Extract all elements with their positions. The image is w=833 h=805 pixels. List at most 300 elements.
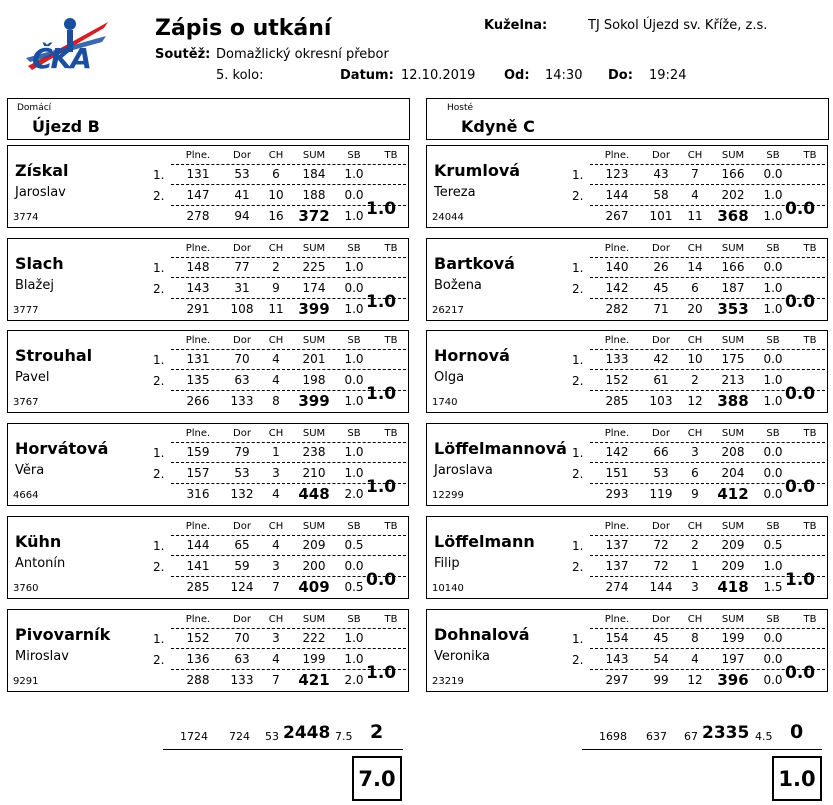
cell-sum: 204 [721, 466, 745, 481]
cell-sum: 197 [721, 651, 745, 666]
cell-dor: 59 [234, 558, 250, 573]
row-number: 1. [572, 168, 584, 182]
home-total-dor: 724 [229, 730, 250, 743]
cell-plne: 143 [605, 651, 629, 666]
row-number: 1. [153, 538, 165, 553]
cell-sum: 208 [721, 445, 745, 460]
total-plne: 291 [186, 301, 210, 316]
cell-plne: 148 [186, 259, 210, 274]
cell-ch: 6 [272, 167, 280, 181]
col-header-sb: SB [766, 613, 780, 625]
total-ch: 11 [268, 301, 284, 316]
home-player-tb: 1.0 [366, 662, 397, 683]
total-sb: 1.0 [344, 301, 364, 316]
home-final-points: 7.0 [352, 756, 402, 801]
total-dor: 103 [649, 394, 673, 409]
cell-sum: 200 [302, 558, 326, 573]
cell-dor: 26 [653, 259, 669, 274]
header-divider [590, 535, 825, 536]
away-player-reg: 10140 [432, 582, 464, 594]
row-number: 1. [153, 168, 165, 182]
row-divider [171, 277, 406, 278]
cell-dor: 53 [653, 466, 669, 481]
total-ch: 9 [691, 487, 699, 502]
cell-plne: 159 [186, 445, 210, 460]
away-total-tb: 0 [790, 721, 804, 743]
home-player-reg: 3760 [13, 582, 39, 594]
home-total-sb: 7.5 [335, 730, 353, 743]
cell-ch: 2 [691, 373, 699, 388]
total-dor: 133 [230, 672, 254, 687]
home-player-box [7, 423, 409, 506]
total-sb: 1.0 [344, 394, 364, 409]
col-header-undefined: TB [384, 335, 398, 347]
col-header-undefined: TB [803, 520, 817, 532]
cell-sb: 1.0 [344, 630, 364, 645]
cell-sum: 222 [302, 630, 326, 645]
total-ch: 3 [691, 579, 699, 594]
total-dor: 71 [653, 301, 669, 316]
cell-ch: 4 [272, 352, 280, 367]
total-sb: 2.0 [344, 672, 364, 687]
cell-ch: 8 [691, 630, 699, 645]
do-label: Do: [608, 68, 633, 83]
away-total-sum: 2335 [702, 723, 750, 743]
home-player-tb: 1.0 [366, 199, 397, 219]
row-divider [171, 369, 406, 370]
cell-plne: 147 [186, 188, 210, 202]
away-player-box [426, 145, 828, 228]
cell-sb: 0.5 [344, 537, 364, 552]
datum-value: 12.10.2019 [401, 68, 476, 83]
cell-dor: 54 [653, 651, 669, 666]
col-header-ch: CH [268, 520, 284, 532]
row-number: 1. [572, 538, 584, 553]
home-player-surname: Strouhal [15, 346, 93, 366]
col-header-sb: SB [766, 150, 780, 161]
total-dor: 132 [230, 487, 254, 502]
cell-plne: 157 [186, 466, 210, 481]
col-header-dor: Dor [652, 520, 670, 532]
cell-ch: 2 [272, 259, 280, 274]
cell-ch: 9 [272, 280, 280, 295]
total-dor: 94 [234, 209, 250, 223]
cell-sum: 201 [302, 352, 326, 367]
col-header-plne: Plne. [604, 150, 630, 161]
row-number: 2. [572, 467, 584, 482]
total-ch: 11 [687, 209, 703, 223]
total-plne: 316 [186, 487, 210, 502]
col-header-sum: SUM [721, 150, 745, 161]
total-dor: 133 [230, 394, 254, 409]
col-header-sum: SUM [302, 150, 326, 161]
total-plne: 285 [186, 579, 210, 594]
cell-sb: 1.0 [344, 466, 364, 481]
col-header-sb: SB [347, 520, 361, 532]
cell-dor: 53 [234, 466, 250, 481]
cell-ch: 3 [272, 558, 280, 573]
cell-plne: 152 [186, 630, 210, 645]
col-header-dor: Dor [233, 150, 251, 161]
cell-sb: 0.0 [763, 651, 783, 666]
header-divider [590, 442, 825, 443]
col-header-plne: Plne. [185, 428, 211, 440]
header-divider [171, 257, 406, 258]
total-dor: 101 [649, 209, 673, 223]
col-header-plne: Plne. [604, 520, 630, 532]
cell-sum: 209 [721, 558, 745, 573]
home-player-surname: Získal [15, 161, 69, 180]
away-total-dor: 637 [646, 730, 667, 743]
cell-sb: 0.0 [344, 188, 364, 202]
col-header-sb: SB [347, 613, 361, 625]
col-header-ch: CH [268, 335, 284, 347]
total-ch: 8 [272, 394, 280, 409]
total-plne: 285 [605, 394, 629, 409]
home-player-tb: 1.0 [366, 384, 397, 405]
col-header-ch: CH [268, 428, 284, 440]
row-number: 1. [153, 631, 165, 646]
row-number: 1. [572, 631, 584, 646]
cell-plne: 137 [605, 558, 629, 573]
header-divider [590, 257, 825, 258]
home-player-reg: 3767 [13, 397, 39, 409]
home-player-reg: 3774 [13, 212, 39, 223]
cell-ch: 3 [272, 630, 280, 645]
col-header-ch: CH [687, 428, 703, 440]
header-divider [590, 164, 825, 165]
total-sum: 421 [298, 670, 330, 689]
total-sb: 1.0 [763, 209, 783, 223]
col-header-undefined: TB [803, 428, 817, 440]
col-header-undefined: TB [803, 613, 817, 625]
home-player-surname: Pivovarník [15, 624, 111, 644]
kuzelna-value: TJ Sokol Újezd sv. Kříže, z.s. [588, 18, 768, 33]
cell-dor: 66 [653, 445, 669, 460]
cell-sb: 1.0 [763, 280, 783, 295]
away-player-reg: 23219 [432, 675, 464, 687]
col-header-sum: SUM [721, 613, 745, 625]
row-number: 1. [572, 446, 584, 461]
col-header-dor: Dor [233, 520, 251, 532]
cell-sb: 1.0 [344, 445, 364, 460]
cell-ch: 10 [268, 188, 284, 202]
cell-plne: 136 [186, 651, 210, 666]
away-player-box [426, 516, 828, 599]
col-header-sum: SUM [302, 335, 326, 347]
col-header-sb: SB [766, 335, 780, 347]
home-totals-line [163, 749, 403, 750]
cell-sum: 199 [302, 651, 326, 666]
home-player-reg: 4664 [13, 490, 39, 502]
away-team-box [426, 98, 829, 140]
col-header-undefined: TB [384, 150, 398, 161]
cell-plne: 142 [605, 445, 629, 460]
col-header-dor: Dor [233, 613, 251, 625]
col-header-sum: SUM [302, 613, 326, 625]
away-player-box [426, 330, 828, 413]
total-sb: 1.5 [763, 579, 783, 594]
cell-dor: 70 [234, 352, 250, 367]
total-plne: 274 [605, 579, 629, 594]
total-dor: 99 [653, 672, 669, 687]
header-divider [590, 628, 825, 629]
col-header-undefined: TB [803, 242, 817, 254]
cell-sum: 188 [302, 188, 326, 202]
cell-sb: 0.0 [763, 630, 783, 645]
cell-ch: 4 [272, 651, 280, 666]
header-divider [590, 349, 825, 350]
away-player-surname: Hornová [434, 346, 510, 366]
total-ch: 7 [272, 672, 280, 687]
col-header-plne: Plne. [604, 335, 630, 347]
cell-sum: 184 [302, 167, 326, 181]
away-player-reg: 26217 [432, 304, 464, 316]
home-player-surname: Kühn [15, 531, 62, 551]
row-number: 2. [572, 652, 584, 667]
cell-ch: 6 [691, 466, 699, 481]
cell-plne: 144 [186, 537, 210, 552]
row-number: 1. [153, 353, 165, 368]
total-sum: 368 [717, 207, 749, 225]
col-header-sb: SB [347, 428, 361, 440]
home-player-firstname: Antonín [15, 555, 66, 571]
cell-dor: 70 [234, 630, 250, 645]
home-player-box [7, 330, 409, 413]
total-plne: 293 [605, 487, 629, 502]
cell-dor: 43 [653, 167, 669, 181]
do-value: 19:24 [649, 68, 687, 83]
total-sum: 448 [298, 485, 330, 504]
cell-sb: 0.0 [344, 373, 364, 388]
cell-dor: 41 [234, 188, 250, 202]
away-player-firstname: Tereza [434, 185, 476, 200]
cell-sb: 0.0 [344, 558, 364, 573]
away-player-box [426, 423, 828, 506]
total-plne: 267 [605, 209, 629, 223]
page-title: Zápis o utkání [155, 16, 332, 41]
row-number: 2. [153, 467, 165, 482]
col-header-ch: CH [687, 242, 703, 254]
col-header-sb: SB [766, 242, 780, 254]
away-player-box [426, 238, 828, 321]
away-player-firstname: Jaroslava [434, 463, 493, 479]
away-player-reg: 24044 [432, 212, 464, 223]
away-player-firstname: Božena [434, 277, 482, 293]
home-team-box [7, 98, 410, 140]
away-player-surname: Bartková [434, 253, 515, 273]
kolo-label: 5. kolo: [216, 68, 264, 83]
cell-plne: 131 [186, 352, 210, 367]
total-dor: 119 [649, 487, 673, 502]
total-plne: 278 [186, 209, 210, 223]
cell-plne: 131 [186, 167, 210, 181]
cell-ch: 3 [272, 466, 280, 481]
col-header-sb: SB [766, 520, 780, 532]
row-number: 2. [153, 652, 165, 667]
home-player-surname: Slach [15, 253, 64, 273]
away-player-firstname: Olga [434, 370, 465, 386]
cell-sum: 202 [721, 188, 745, 202]
col-header-sum: SUM [302, 242, 326, 254]
total-sb: 0.0 [763, 487, 783, 502]
cell-ch: 4 [272, 373, 280, 388]
col-header-undefined: TB [384, 428, 398, 440]
total-sb: 1.0 [344, 209, 364, 223]
col-header-plne: Plne. [604, 613, 630, 625]
col-header-ch: CH [687, 335, 703, 347]
cell-plne: 137 [605, 537, 629, 552]
home-player-firstname: Blažej [15, 277, 54, 293]
row-number: 2. [572, 281, 584, 296]
total-sb: 1.0 [763, 394, 783, 409]
cell-ch: 1 [272, 445, 280, 460]
home-player-tb: 1.0 [366, 477, 397, 498]
od-label: Od: [504, 68, 530, 83]
col-header-sum: SUM [721, 335, 745, 347]
header-divider [171, 349, 406, 350]
total-sum: 396 [717, 670, 749, 689]
col-header-plne: Plne. [604, 428, 630, 440]
cell-sum: 198 [302, 373, 326, 388]
home-team-name: Újezd B [32, 117, 100, 136]
total-sum: 372 [298, 207, 330, 225]
away-player-tb: 0.0 [785, 662, 816, 683]
col-header-dor: Dor [652, 150, 670, 161]
home-player-firstname: Věra [15, 463, 45, 479]
row-divider [171, 184, 406, 185]
cell-dor: 63 [234, 651, 250, 666]
cell-plne: 133 [605, 352, 629, 367]
row-number: 2. [153, 374, 165, 389]
total-plne: 266 [186, 394, 210, 409]
cell-sum: 166 [721, 167, 745, 181]
away-player-box [426, 609, 828, 692]
home-player-surname: Horvátová [15, 439, 109, 459]
col-header-plne: Plne. [185, 150, 211, 161]
away-player-surname: Löffelmannová [434, 439, 567, 459]
home-player-box [7, 516, 409, 599]
cell-plne: 141 [186, 558, 210, 573]
cell-dor: 53 [234, 167, 250, 181]
total-sum: 399 [298, 392, 330, 411]
total-sum: 409 [298, 577, 330, 596]
row-number: 1. [572, 260, 584, 275]
home-player-firstname: Miroslav [15, 648, 69, 664]
cell-plne: 151 [605, 466, 629, 481]
away-player-tb: 0.0 [785, 384, 816, 405]
logo-text: ČKA [32, 42, 90, 75]
col-header-undefined: TB [384, 613, 398, 625]
col-header-sum: SUM [721, 428, 745, 440]
total-sb: 1.0 [763, 301, 783, 316]
home-player-firstname: Jaroslav [15, 185, 66, 200]
col-header-sum: SUM [302, 520, 326, 532]
row-number: 2. [153, 559, 165, 574]
cell-ch: 2 [691, 537, 699, 552]
cell-sum: 174 [302, 280, 326, 295]
col-header-ch: CH [687, 150, 703, 161]
cell-dor: 72 [653, 558, 669, 573]
away-player-tb: 0.0 [785, 199, 816, 219]
cell-sum: 209 [302, 537, 326, 552]
cell-sum: 175 [721, 352, 745, 367]
away-player-tb: 0.0 [785, 477, 816, 498]
total-plne: 288 [186, 672, 210, 687]
col-header-dor: Dor [652, 242, 670, 254]
total-sum: 412 [717, 485, 749, 504]
cell-ch: 14 [687, 259, 703, 274]
home-tag: Domácí [17, 103, 52, 113]
cell-plne: 123 [605, 167, 629, 181]
cell-dor: 31 [234, 280, 250, 295]
col-header-dor: Dor [652, 428, 670, 440]
cell-dor: 63 [234, 373, 250, 388]
home-player-firstname: Pavel [15, 370, 50, 386]
row-divider [590, 369, 825, 370]
cell-sum: 166 [721, 259, 745, 274]
row-number: 2. [153, 281, 165, 296]
col-header-plne: Plne. [185, 335, 211, 347]
row-divider [590, 462, 825, 463]
total-dor: 108 [230, 301, 254, 316]
row-divider [171, 555, 406, 556]
total-ch: 12 [687, 672, 703, 687]
cell-dor: 79 [234, 445, 250, 460]
cell-plne: 140 [605, 259, 629, 274]
total-ch: 16 [268, 209, 284, 223]
total-ch: 20 [687, 301, 703, 316]
col-header-plne: Plne. [185, 520, 211, 532]
cell-dor: 65 [234, 537, 250, 552]
row-number: 2. [572, 374, 584, 389]
cell-plne: 135 [186, 373, 210, 388]
col-header-dor: Dor [233, 242, 251, 254]
home-player-reg: 9291 [13, 675, 39, 687]
cell-sb: 1.0 [344, 259, 364, 274]
cell-ch: 6 [691, 280, 699, 295]
home-total-sum: 2448 [283, 723, 331, 743]
col-header-undefined: TB [384, 242, 398, 254]
col-header-sum: SUM [721, 242, 745, 254]
cell-sb: 0.0 [763, 466, 783, 481]
col-header-ch: CH [268, 242, 284, 254]
home-total-ch: 53 [265, 730, 279, 743]
cell-sb: 0.0 [344, 280, 364, 295]
col-header-dor: Dor [652, 613, 670, 625]
total-sum: 388 [717, 392, 749, 411]
kuzelna-label: Kuželna: [484, 18, 548, 33]
cell-sb: 1.0 [344, 167, 364, 181]
col-header-sum: SUM [302, 428, 326, 440]
cell-dor: 45 [653, 630, 669, 645]
total-ch: 7 [272, 579, 280, 594]
away-player-firstname: Filip [434, 555, 460, 571]
header-divider [171, 442, 406, 443]
od-value: 14:30 [545, 68, 583, 83]
cell-sb: 0.0 [763, 167, 783, 181]
home-player-tb: 1.0 [366, 291, 397, 312]
cell-dor: 61 [653, 373, 669, 388]
away-total-ch: 67 [684, 730, 698, 743]
total-dor: 124 [230, 579, 254, 594]
col-header-dor: Dor [233, 428, 251, 440]
away-final-points: 1.0 [772, 756, 822, 801]
row-divider [590, 648, 825, 649]
cell-ch: 4 [691, 188, 699, 202]
away-totals-line [582, 749, 822, 750]
col-header-plne: Plne. [185, 613, 211, 625]
